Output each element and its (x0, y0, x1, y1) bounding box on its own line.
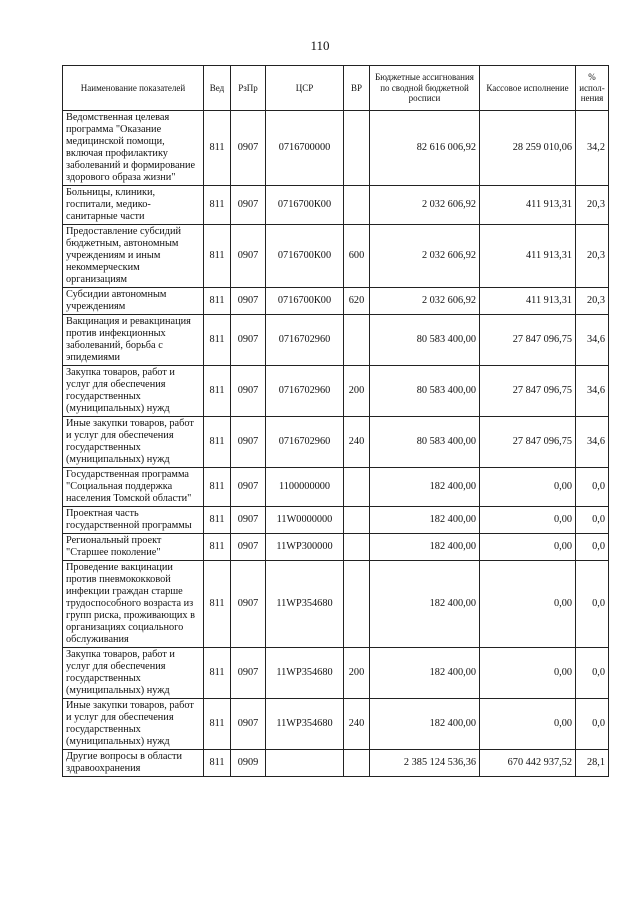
cell-pct: 34,6 (576, 315, 609, 366)
cell-ved: 811 (204, 225, 231, 288)
cell-budget: 2 032 606,92 (370, 225, 480, 288)
cell-csr (266, 750, 344, 777)
cell-cash: 0,00 (480, 648, 576, 699)
cell-ved: 811 (204, 288, 231, 315)
cell-pct: 0,0 (576, 561, 609, 648)
cell-vr (344, 534, 370, 561)
cell-pct: 20,3 (576, 225, 609, 288)
cell-name: Проектная часть государственной программы (63, 507, 204, 534)
table-row (63, 417, 609, 468)
cell-rzpr: 0907 (231, 648, 266, 699)
cell-cash: 411 913,31 (480, 288, 576, 315)
cell-csr: 1100000000 (266, 468, 344, 507)
cell-ved: 811 (204, 699, 231, 750)
cell-ved: 811 (204, 186, 231, 225)
cell-cash: 28 259 010,06 (480, 111, 576, 186)
header-budget: Бюджетные ассигнования по сводной бюджетной росписи (370, 66, 480, 111)
cell-name: Иные закупки товаров, работ и услуг для обеспечения государственных (муниципальных) нужд (63, 417, 204, 468)
cell-rzpr: 0907 (231, 366, 266, 417)
header-vr: ВР (344, 66, 370, 111)
cell-rzpr: 0907 (231, 111, 266, 186)
cell-budget: 2 032 606,92 (370, 186, 480, 225)
cell-csr: 11WP354680 (266, 561, 344, 648)
table-body (63, 111, 609, 777)
cell-cash: 0,00 (480, 561, 576, 648)
cell-pct: 20,3 (576, 186, 609, 225)
cell-budget: 2 032 606,92 (370, 288, 480, 315)
table-row (63, 699, 609, 750)
cell-name: Региональный проект "Старшее поколение" (63, 534, 204, 561)
cell-vr (344, 750, 370, 777)
cell-vr (344, 315, 370, 366)
header-cash: Кассовое исполнение (480, 66, 576, 111)
cell-ved: 811 (204, 507, 231, 534)
cell-pct: 0,0 (576, 468, 609, 507)
cell-cash: 27 847 096,75 (480, 366, 576, 417)
cell-ved: 811 (204, 648, 231, 699)
cell-cash: 27 847 096,75 (480, 417, 576, 468)
cell-name: Предоставление субсидий бюджетным, автономным учреждениям и иным некоммерческим организациям (63, 225, 204, 288)
cell-vr (344, 507, 370, 534)
cell-ved: 811 (204, 111, 231, 186)
cell-name: Вакцинация и ревакцинация против инфекционных заболеваний, борьба с эпидемиями (63, 315, 204, 366)
cell-pct: 0,0 (576, 648, 609, 699)
cell-ved: 811 (204, 417, 231, 468)
cell-name: Проведение вакцинации против пневмококковой инфекции граждан старше трудоспособного возраста из групп риска, проживающих в организациях социального обслуживания (63, 561, 204, 648)
table-row (63, 366, 609, 417)
cell-csr: 0716700К00 (266, 288, 344, 315)
cell-rzpr: 0907 (231, 468, 266, 507)
budget-execution-table (62, 65, 609, 777)
cell-name: Закупка товаров, работ и услуг для обеспечения государственных (муниципальных) нужд (63, 366, 204, 417)
cell-budget: 182 400,00 (370, 561, 480, 648)
cell-pct: 0,0 (576, 699, 609, 750)
cell-budget: 182 400,00 (370, 534, 480, 561)
cell-csr: 11W0000000 (266, 507, 344, 534)
cell-name: Государственная программа "Социальная поддержка населения Томской области" (63, 468, 204, 507)
cell-rzpr: 0907 (231, 417, 266, 468)
cell-vr: 200 (344, 648, 370, 699)
page-number: 110 (310, 38, 330, 53)
header-rzpr: РзПр (231, 66, 266, 111)
cell-budget: 80 583 400,00 (370, 315, 480, 366)
cell-vr (344, 561, 370, 648)
cell-ved: 811 (204, 366, 231, 417)
cell-cash: 0,00 (480, 699, 576, 750)
cell-name: Иные закупки товаров, работ и услуг для обеспечения государственных (муниципальных) нужд (63, 699, 204, 750)
cell-vr: 240 (344, 417, 370, 468)
cell-budget: 182 400,00 (370, 507, 480, 534)
cell-pct: 0,0 (576, 534, 609, 561)
table-row (63, 315, 609, 366)
cell-vr (344, 186, 370, 225)
table-row (63, 561, 609, 648)
cell-csr: 11WP300000 (266, 534, 344, 561)
cell-pct: 34,6 (576, 366, 609, 417)
table-row (63, 186, 609, 225)
cell-vr (344, 468, 370, 507)
header-csr: ЦСР (266, 66, 344, 111)
cell-budget: 80 583 400,00 (370, 366, 480, 417)
cell-csr: 11WP354680 (266, 699, 344, 750)
cell-rzpr: 0907 (231, 186, 266, 225)
cell-cash: 0,00 (480, 534, 576, 561)
table-row (63, 225, 609, 288)
table-row (63, 507, 609, 534)
cell-ved: 811 (204, 750, 231, 777)
table-row (63, 534, 609, 561)
cell-csr: 11WP354680 (266, 648, 344, 699)
cell-cash: 0,00 (480, 468, 576, 507)
cell-vr: 600 (344, 225, 370, 288)
cell-cash: 670 442 937,52 (480, 750, 576, 777)
cell-budget: 182 400,00 (370, 648, 480, 699)
cell-pct: 34,2 (576, 111, 609, 186)
cell-csr: 0716700К00 (266, 186, 344, 225)
cell-budget: 80 583 400,00 (370, 417, 480, 468)
cell-rzpr: 0907 (231, 507, 266, 534)
cell-rzpr: 0907 (231, 315, 266, 366)
table-row (63, 648, 609, 699)
cell-csr: 0716702960 (266, 417, 344, 468)
cell-csr: 0716700К00 (266, 225, 344, 288)
cell-pct: 0,0 (576, 507, 609, 534)
cell-rzpr: 0907 (231, 699, 266, 750)
cell-csr: 0716700000 (266, 111, 344, 186)
cell-vr: 240 (344, 699, 370, 750)
cell-cash: 411 913,31 (480, 225, 576, 288)
cell-ved: 811 (204, 561, 231, 648)
cell-rzpr: 0907 (231, 561, 266, 648)
cell-name: Закупка товаров, работ и услуг для обеспечения государственных (муниципальных) нужд (63, 648, 204, 699)
cell-name: Субсидии автономным учреждениям (63, 288, 204, 315)
cell-pct: 34,6 (576, 417, 609, 468)
cell-ved: 811 (204, 534, 231, 561)
table-row (63, 468, 609, 507)
cell-budget: 182 400,00 (370, 699, 480, 750)
cell-name: Больницы, клиники, госпитали, медико-санитарные части (63, 186, 204, 225)
header-ved: Вед (204, 66, 231, 111)
table-header-row (63, 66, 609, 111)
cell-budget: 82 616 006,92 (370, 111, 480, 186)
cell-cash: 0,00 (480, 507, 576, 534)
cell-name: Другие вопросы в области здравоохранения (63, 750, 204, 777)
cell-rzpr: 0909 (231, 750, 266, 777)
table-row (63, 750, 609, 777)
cell-budget: 182 400,00 (370, 468, 480, 507)
header-pct: % испол-нения (576, 66, 609, 111)
cell-vr: 620 (344, 288, 370, 315)
cell-cash: 27 847 096,75 (480, 315, 576, 366)
cell-rzpr: 0907 (231, 288, 266, 315)
cell-cash: 411 913,31 (480, 186, 576, 225)
cell-csr: 0716702960 (266, 366, 344, 417)
cell-rzpr: 0907 (231, 534, 266, 561)
header-name: Наименование показателей (63, 66, 204, 111)
cell-ved: 811 (204, 315, 231, 366)
cell-ved: 811 (204, 468, 231, 507)
cell-csr: 0716702960 (266, 315, 344, 366)
cell-pct: 28,1 (576, 750, 609, 777)
cell-budget: 2 385 124 536,36 (370, 750, 480, 777)
cell-vr (344, 111, 370, 186)
table-row (63, 288, 609, 315)
table-row (63, 111, 609, 186)
cell-pct: 20,3 (576, 288, 609, 315)
cell-name: Ведомственная целевая программа "Оказание медицинской помощи, включая профилактику заболеваний и формирование здорового образа жизни" (63, 111, 204, 186)
cell-rzpr: 0907 (231, 225, 266, 288)
cell-vr: 200 (344, 366, 370, 417)
